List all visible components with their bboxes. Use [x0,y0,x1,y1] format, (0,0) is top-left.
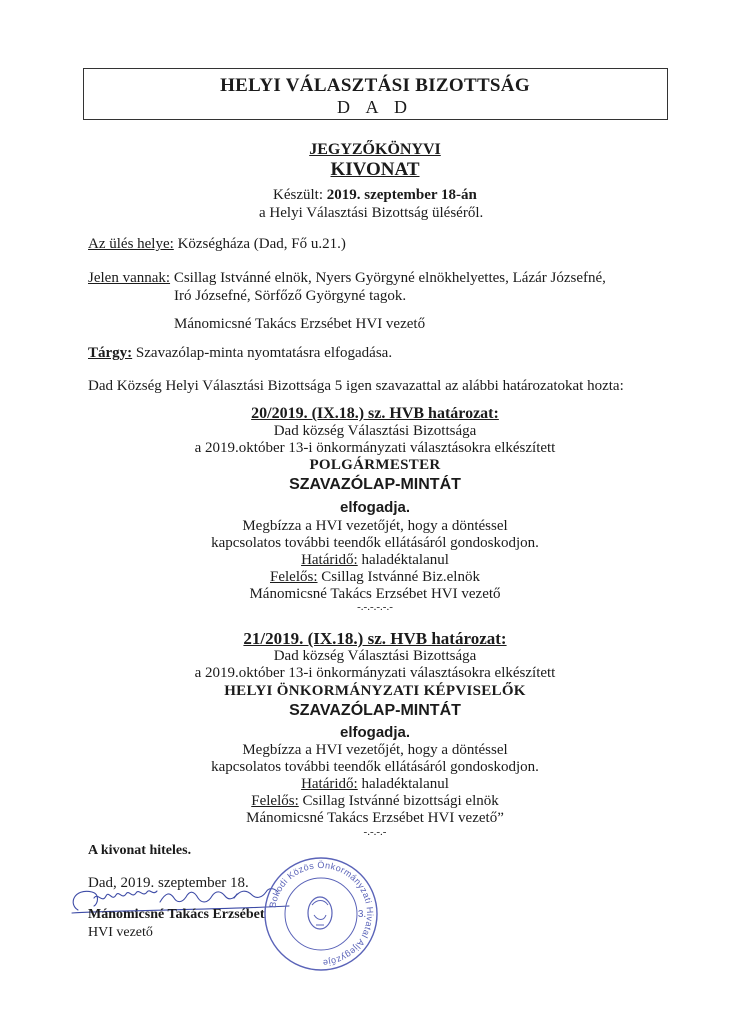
resolution-responsible-line2: Mánomicsné Takács Erzsébet HVI vezető” [246,810,504,826]
resolution-line2: a 2019.október 13-i önkormányzati választásokra elkészített [194,665,556,681]
present-value: Csillag Istvánné elnök, Nyers Györgyné elnökhelyettes, Lázár Józsefné, [170,270,606,286]
resolution-ballot: SZAVAZÓLAP-MINTÁT [289,476,461,493]
venue-value: Községháza (Dad, Fő u.21.) [173,236,346,252]
resolution-ballot: SZAVAZÓLAP-MINTÁT [289,702,461,719]
deadline-value: haladéktalanul [357,776,449,792]
subject-value: Szavazólap-minta nyomtatásra elfogadása. [132,345,393,361]
present-label: Jelen vannak: [88,270,171,286]
doc-type-line2: KIVONAT [330,159,420,180]
resolution-mandate1: Megbízza a HVI vezetőjét, hogy a döntéssel [242,518,508,534]
resolution-office: HELYI ÖNKORMÁNYZATI KÉPVISELŐK [224,683,526,699]
resolution-number: 21/2019. (IX.18.) sz. HVB határozat: [243,629,507,648]
session-date: 2019. szeptember 18-án [326,187,477,203]
intro-line: Dad Község Helyi Választási Bizottsága 5 igen szavazattal az alábbi határozatokat hozta: [88,378,624,394]
responsible-label: Felelős: [251,793,299,809]
separator: -.-.-.- [363,826,387,838]
coat-of-arms-icon [308,897,332,929]
responsible-value: Csillag Istvánné bizottsági elnök [298,793,499,809]
resolution-responsible-line2: Mánomicsné Takács Erzsébet HVI vezető [249,586,501,602]
deadline-label: Határidő: [301,552,358,568]
stamp-text: Bokodi Közös Önkormányzati Hivatal Aljegyzője [267,859,376,969]
official-stamp [262,855,380,973]
committee-name: HELYI VÁLASZTÁSI BIZOTTSÁG [220,75,530,96]
resolution-number: 20/2019. (IX.18.) sz. HVB határozat: [251,405,499,422]
doc-type-line1: JEGYZŐKÖNYVI [309,141,441,158]
resolution-line1: Dad község Választási Bizottsága [273,648,477,664]
resolution-office: POLGÁRMESTER [309,457,441,473]
stamp-number: 3. [357,909,367,920]
responsible-label: Felelős: [270,569,318,585]
resolution-line2: a 2019.október 13-i önkormányzati választásokra elkészített [194,440,556,456]
resolution-responsible [0,793,750,810]
present-line2: Iró Józsefné, Sörfőző Györgyné tagok. [174,288,407,304]
subject-label: Tárgy: [88,345,133,361]
deadline-label: Határidő: [301,776,358,792]
resolution-deadline [0,776,750,793]
resolution-verb: elfogadja. [339,724,410,741]
signer-name: Mánomicsné Takács Erzsébet [88,907,265,922]
resolution-line1: Dad község Választási Bizottsága [273,423,477,439]
resolution-responsible [0,569,750,586]
authenticity-note: A kivonat hiteles. [88,843,192,858]
place-date: Dad, 2019. szeptember 18. [88,875,249,891]
present-line1 [88,270,606,287]
made-line2: a Helyi Választási Bizottság üléséről. [259,205,484,221]
subject-line [88,345,392,362]
deadline-value: haladéktalanul [357,552,449,568]
resolution-mandate2: kapcsolatos további teendők ellátásáról gondoskodjon. [211,759,539,775]
resolution-deadline [0,552,750,569]
separator: -.-.-.-.-.- [357,601,393,613]
made-line [273,187,477,204]
resolution-mandate2: kapcsolatos további teendők ellátásáról gondoskodjon. [211,535,539,551]
municipality-name: D A D [336,97,413,117]
venue-label: Az ülés helye: [88,236,174,252]
present-line3: Mánomicsné Takács Erzsébet HVI vezető [174,316,426,332]
resolution-verb: elfogadja. [339,499,410,516]
resolution-mandate1: Megbízza a HVI vezetőjét, hogy a döntéssel [242,742,508,758]
responsible-value: Csillag Istvánné Biz.elnök [317,569,480,585]
signer-title: HVI vezető [88,925,153,940]
made-prefix: Készült: [273,187,327,203]
venue-line [88,236,346,253]
